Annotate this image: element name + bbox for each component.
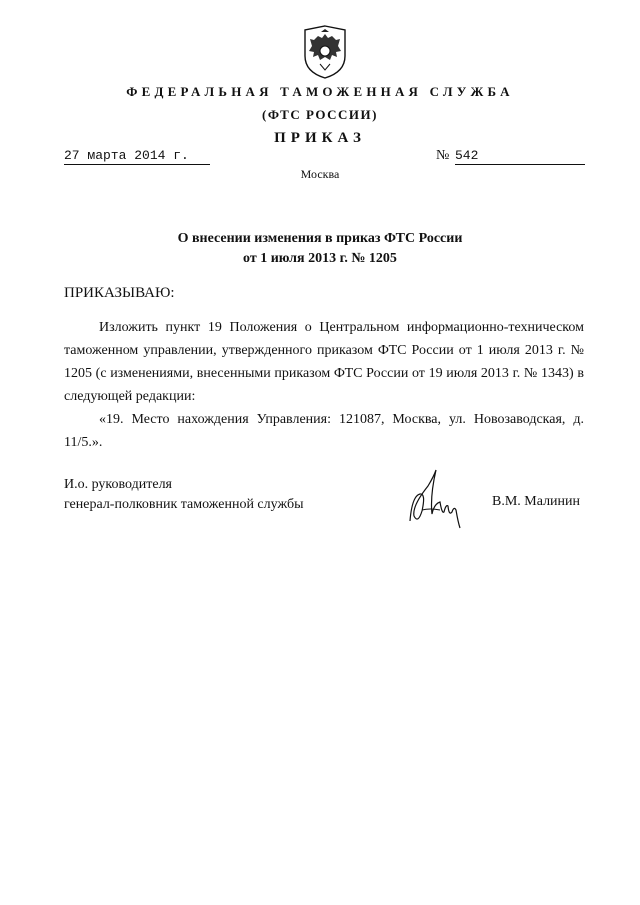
body-paragraph-2: «19. Место нахождения Управления: 121087, Москва, ул. Новозаводская, д. 11/5.». xyxy=(64,412,584,450)
order-body xyxy=(64,316,584,454)
order-date: 27 марта 2014 г. xyxy=(64,148,210,165)
order-number: 542 xyxy=(455,148,585,165)
signatory-role-line-1: И.о. руководителя xyxy=(64,477,173,492)
subject-line-2: от 1 июля 2013 г. № 1205 xyxy=(243,251,397,266)
signatory-role xyxy=(64,475,303,515)
order-subject xyxy=(0,229,640,269)
city: Москва xyxy=(300,167,340,181)
signatory-role-line-2: генерал-полковник таможенной службы xyxy=(64,497,304,512)
handwritten-signature xyxy=(400,466,470,536)
coat-of-arms-emblem xyxy=(300,24,350,80)
agency-name: ФЕДЕРАЛЬНАЯ ТАМОЖЕННАЯ СЛУЖБА xyxy=(126,84,514,99)
signatory-name: В.М. Малинин xyxy=(492,494,581,509)
decree-word: ПРИКАЗЫВАЮ: xyxy=(64,285,175,301)
agency-short-name: (ФТС РОССИИ) xyxy=(262,107,378,122)
order-number-label: № xyxy=(436,148,450,163)
subject-line-1: О внесении изменения в приказ ФТС России xyxy=(177,231,463,246)
body-paragraph-1: Изложить пункт 19 Положения о Центральном информационно-техническом таможенном управлении, утвержденного приказом ФТС России от 1 июля 2013 г. № 1205 (с изменениями, внесенными приказом ФТС России от 19 июля 2013 г. № 1343) в следующей редакции: xyxy=(64,320,584,404)
order-title: ПРИКАЗ xyxy=(274,130,366,146)
